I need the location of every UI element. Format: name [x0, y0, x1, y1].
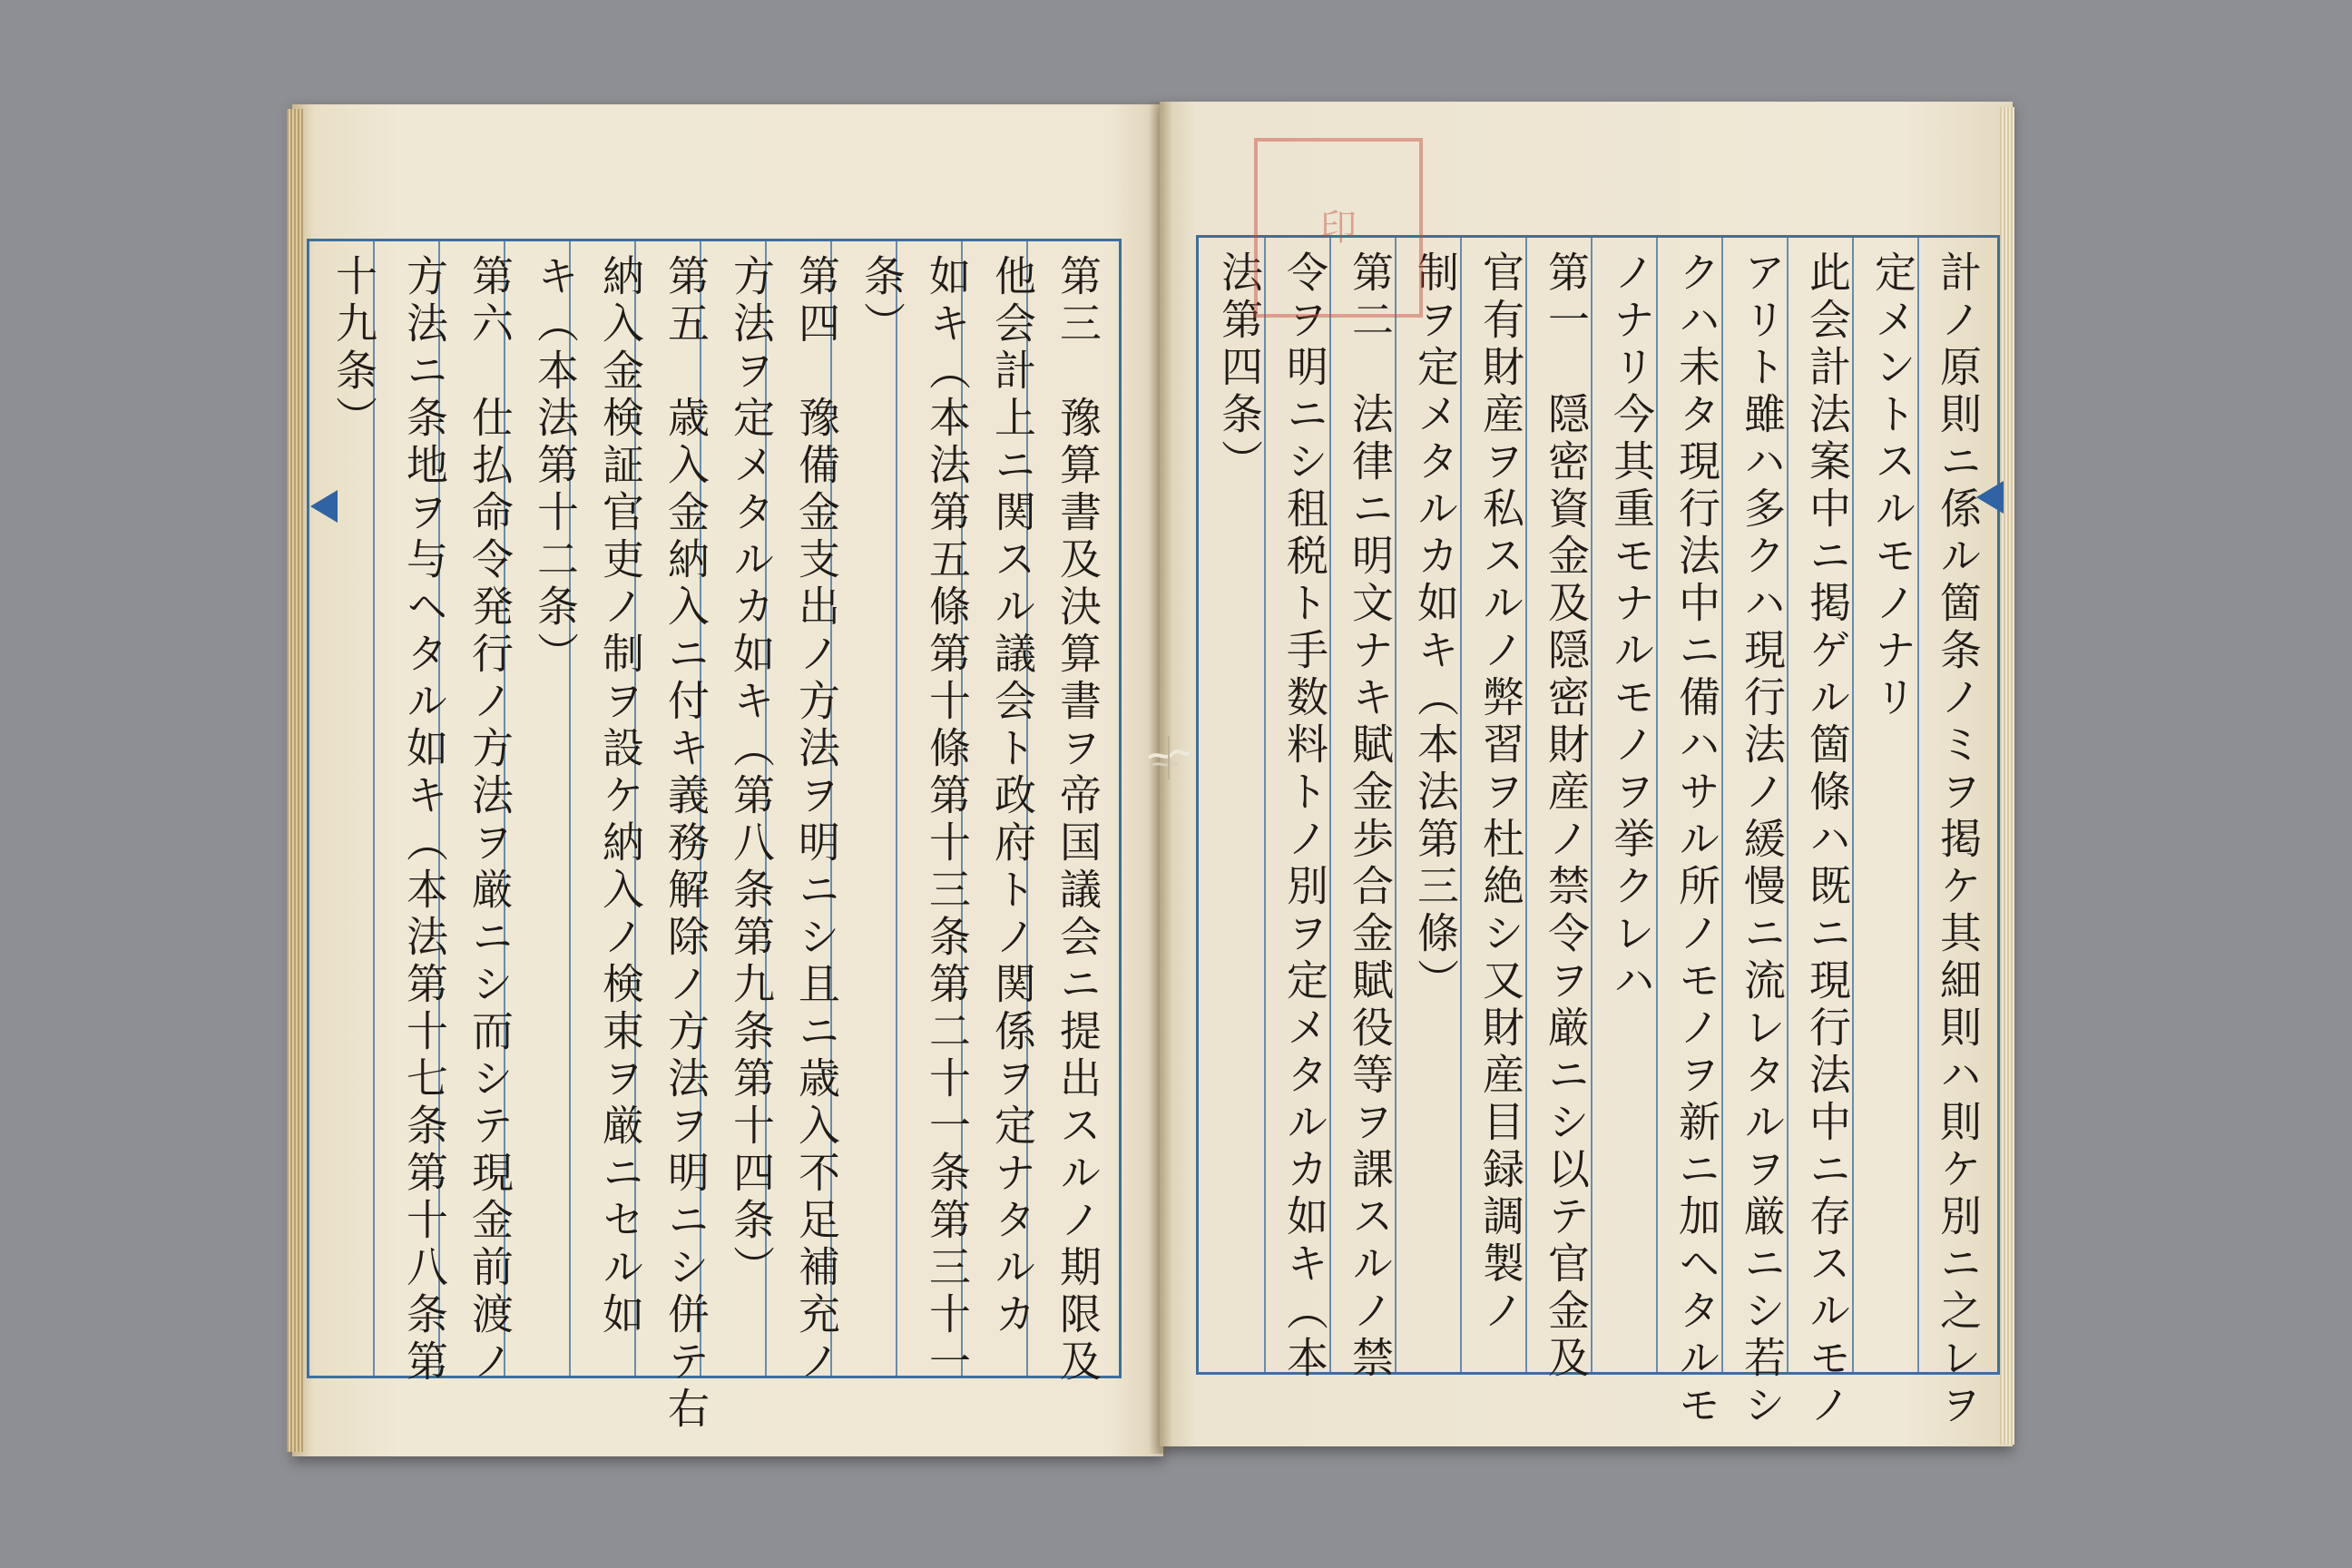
right-bookmark-tab — [1976, 481, 2004, 514]
text-column: ノナリ今其重モナルモノヲ挙クレハ — [1607, 250, 1656, 1005]
left-text-frame — [307, 239, 1122, 1434]
text-column: 法第四条） — [1215, 250, 1264, 486]
text-column: 令ヲ明ニシ租税ト手数料トノ別ヲ定メタルカ如キ（本 — [1280, 250, 1329, 1383]
text-column: 方法ヲ定メタルカ如キ（第八条第九条第十四条） — [727, 254, 776, 1292]
text-column: 第五 歳入金納入ニ付キ義務解除ノ方法ヲ明ニシ併テ右 — [662, 254, 710, 1434]
text-column: 十九条） — [329, 254, 378, 443]
left-bookmark-tab — [310, 490, 338, 523]
column-rule — [1395, 238, 1396, 1372]
text-column: 第二 法律ニ明文ナキ賦金歩合金賦役等ヲ課スルノ禁 — [1346, 250, 1395, 1383]
binding-thread — [1145, 730, 1192, 785]
text-column: 定メントスルモノナリ — [1868, 250, 1917, 722]
column-rule — [1852, 238, 1854, 1372]
column-rule — [1525, 238, 1527, 1372]
text-column: 第一 隠密資金及隠密財産ノ禁令ヲ厳ニシ以テ官金及 — [1542, 250, 1591, 1383]
text-column: キ（本法第十二条） — [531, 254, 580, 679]
column-rule — [1460, 238, 1462, 1372]
text-column: 此会計法案中ニ掲ゲル箇條ハ既ニ現行法中ニ存スルモノ — [1803, 250, 1852, 1430]
text-column: 他会計上ニ関スル議会ト政府トノ関係ヲ定ナタルカ — [988, 254, 1037, 1339]
text-column: 計ノ原則ニ係ル箇条ノミヲ掲ケ其細則ハ則ケ別ニ之レヲ — [1934, 250, 1983, 1430]
text-column: 方法ニ条地ヲ与ヘタル如キ（本法第十七条第十八条第 — [400, 254, 449, 1387]
text-column: 如キ（本法第五條第十條第十三条第二十一条第三十一 — [923, 254, 972, 1387]
text-column: 納入金検証官吏ノ制ヲ設ケ納入ノ検束ヲ厳ニセル如 — [596, 254, 645, 1339]
text-column: 第四 豫備金支出ノ方法ヲ明ニシ且ニ歳入不足補充ノ — [792, 254, 841, 1387]
text-column: アリト雖ハ多クハ現行法ノ緩慢ニ流レタルヲ厳ニシ若シ — [1738, 250, 1787, 1430]
column-rule — [1329, 238, 1331, 1372]
column-rule — [1656, 238, 1658, 1372]
text-column: 条） — [858, 254, 906, 348]
text-column: 制ヲ定メタルカ如キ（本法第三條） — [1411, 250, 1460, 1005]
text-column: 官有財産ヲ私スルノ弊習ヲ杜絶シ又財産目録調製ノ — [1476, 250, 1525, 1336]
column-rule — [1591, 238, 1592, 1372]
text-column: 第三 豫算書及決算書ヲ帝国議会ニ提出スルノ期限及 — [1054, 254, 1102, 1387]
red-seal-stamp: 印 — [1254, 138, 1423, 318]
column-rule — [1264, 238, 1266, 1372]
text-column: クハ未タ現行法中ニ備ハサル所ノモノヲ新ニ加ヘタルモ — [1672, 250, 1721, 1430]
left-page-edge — [287, 109, 303, 1452]
text-column: 第六 仕払命令発行ノ方法ヲ厳ニシ而シテ現金前渡ノ — [466, 254, 514, 1387]
right-page-edge — [2000, 107, 2014, 1445]
right-text-frame — [1196, 235, 2000, 1430]
column-rule — [1787, 238, 1788, 1372]
column-rule — [1917, 238, 1919, 1372]
column-rule — [1721, 238, 1723, 1372]
